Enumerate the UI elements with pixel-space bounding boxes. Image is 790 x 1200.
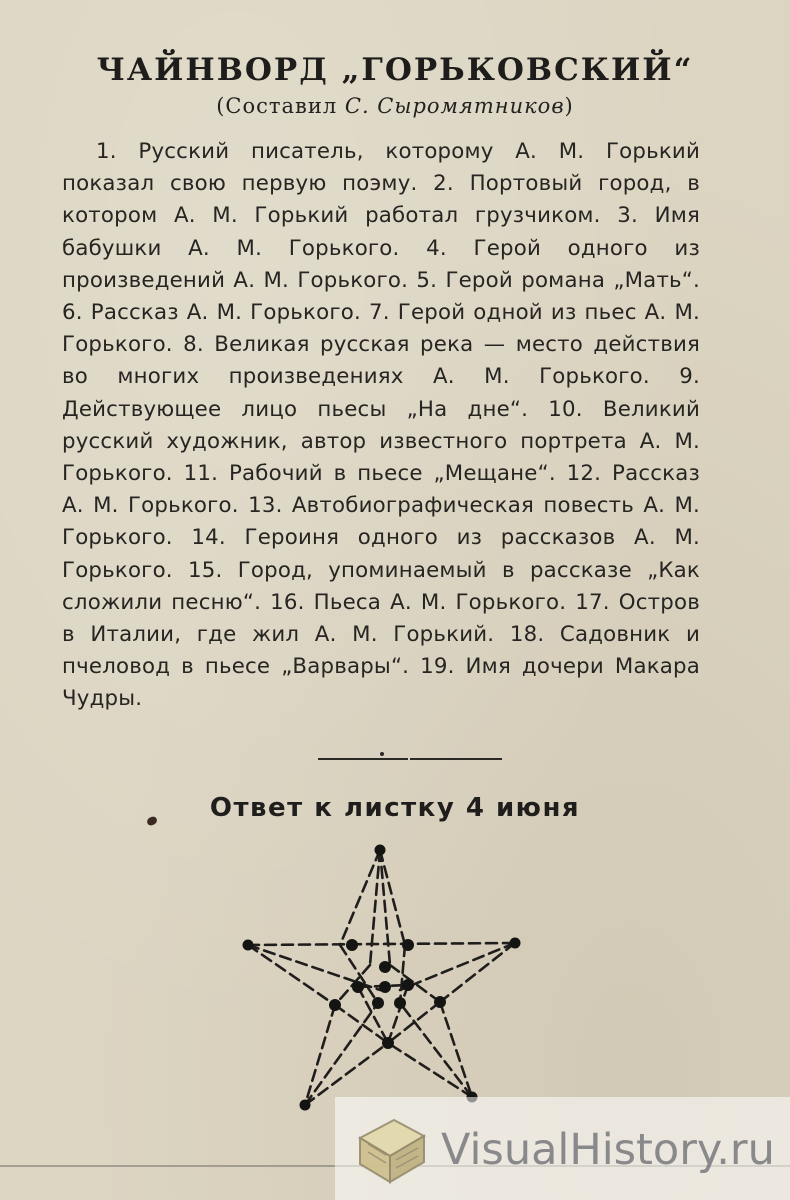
clues-paragraph: 1. Русский писатель, которому А. М. Горький показал свою первую поэму. 2. Портовый город, в котором А. М. Горький работал грузчиком. 3. Имя бабушки А. М. Горького. 4. Герой одного из произведений А. М. Горького. 5. Герой романа „Мать“. 6. Рассказ А. М. Горького. 7. Герой одной из пьес А. М. Горького. 8. Великая русская река — место действия во многих произведениях А. М. Горького. 9. Действующее лицо пьесы „На дне“. 10. Великий русский художник, автор известного портрета А. М. Горького. 11. Рабочий в пьесе „Мещане“. 12. Рассказ А. М. Горького. 13. Автобиографическая повесть А. М. Горького. 14. Героиня одного из рассказов А. М. Горького. 15. Город, упоминаемый в рассказе „Как сложили песню“. 16. Пьеса А. М. Горького. 17. Остров в Италии, где жил А. М. Горький. 18. Садовник и пчеловод в пьесе „Варвары“. 19. Имя дочери Макара Чудры.	[62, 139, 700, 712]
star-edge	[388, 1043, 472, 1097]
star-edge	[440, 943, 515, 1002]
separator-line-left	[318, 758, 408, 760]
subtitle-prefix: (Составил	[216, 94, 345, 118]
star-edge	[305, 1003, 378, 1105]
star-node	[346, 939, 358, 951]
star-node	[379, 981, 391, 993]
chainword-title: ЧАЙНВОРД „ГОРЬКОВСКИЙ“	[96, 52, 694, 88]
star-edge	[340, 850, 380, 945]
star-edge	[440, 1002, 472, 1097]
watermark-text: VisualHistory.ru	[441, 1125, 775, 1175]
chainword-subtitle	[0, 94, 790, 118]
star-node	[402, 939, 414, 951]
star-node	[402, 979, 414, 991]
star-edge	[305, 1005, 335, 1105]
star-node	[379, 961, 391, 973]
subtitle-author: С. Сыромятников	[344, 94, 565, 118]
star-node	[329, 999, 341, 1011]
star-edge	[248, 945, 335, 1005]
star-edge	[305, 1043, 388, 1105]
star-edge	[380, 850, 405, 945]
subtitle-suffix: )	[564, 94, 574, 118]
answer-star-diagram	[230, 835, 540, 1115]
answer-heading: Ответ к листку 4 июня	[209, 793, 581, 823]
star-edge	[248, 943, 515, 945]
star-node	[434, 996, 446, 1008]
star-node	[372, 997, 384, 1009]
visualhistory-logo-icon	[350, 1108, 432, 1190]
star-edge	[335, 1005, 388, 1043]
separator-line-right	[410, 758, 502, 760]
star-edge	[400, 943, 515, 990]
star-node	[243, 940, 254, 951]
star-node	[510, 938, 521, 949]
star-edge	[400, 1003, 472, 1097]
star-node	[300, 1100, 311, 1111]
star-node	[382, 1037, 394, 1049]
separator-dot	[380, 752, 384, 756]
star-node	[394, 997, 406, 1009]
star-node	[375, 845, 386, 856]
star-node	[352, 981, 364, 993]
